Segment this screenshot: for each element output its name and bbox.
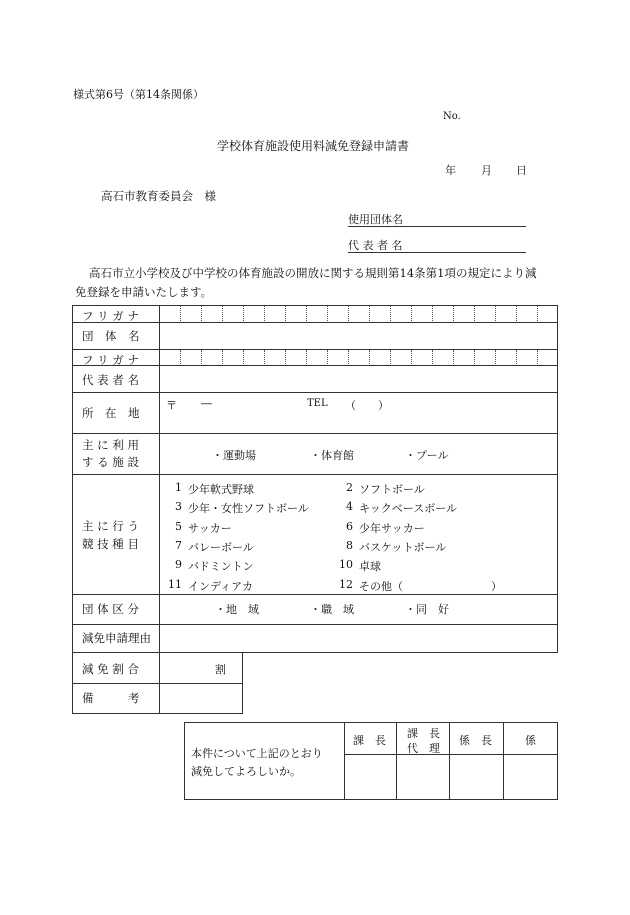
group-name-field[interactable]	[160, 323, 557, 349]
furigana-guide-mark	[285, 306, 286, 321]
facility-option-gym[interactable]: ・体育館	[310, 449, 354, 462]
furigana-guide-mark	[243, 350, 244, 364]
approval-header-deputy-2: 代 理	[407, 742, 440, 755]
sport-option[interactable]: その他（ ）	[359, 579, 502, 593]
page-title: 学校体育施設使用料減免登録申請書	[217, 139, 410, 153]
sports-label-2: 競 技 種 目	[82, 537, 139, 551]
furigana-guide-mark	[348, 306, 349, 321]
group-type-region[interactable]: ・地 域	[215, 603, 259, 616]
rate-unit: 割	[215, 663, 226, 676]
furigana-guide-mark	[495, 306, 496, 321]
row-line	[72, 349, 558, 350]
furigana-guide-mark	[327, 350, 328, 364]
addressee: 高石市教育委員会 様	[101, 189, 216, 203]
furigana-guide-mark	[201, 350, 202, 364]
rep-name-row-label: 代 表 者 名	[82, 373, 139, 387]
furigana-guide-mark	[369, 306, 370, 321]
stamp-cell-deputy[interactable]	[397, 755, 448, 799]
facility-label-2: す る 施 設	[82, 455, 139, 469]
sport-number: 7	[175, 538, 182, 552]
tel-paren: （ ）	[345, 399, 389, 412]
facility-label-1: 主 に 利 用	[82, 438, 139, 452]
sport-number: 1	[175, 481, 182, 494]
date-year: 年	[445, 164, 456, 177]
row-line	[72, 713, 243, 714]
sport-number: 8	[346, 538, 353, 552]
address-field[interactable]	[160, 393, 557, 433]
stamp-cell-chief[interactable]	[345, 755, 395, 799]
sport-option[interactable]: 少年サッカー	[359, 521, 425, 535]
sport-number: 5	[175, 519, 182, 533]
approval-header-staff: 係	[525, 734, 536, 747]
postal-dash: ―	[201, 397, 212, 410]
rep-name-field[interactable]	[160, 366, 557, 392]
date-day: 日	[516, 164, 527, 177]
date-month: 月	[481, 164, 492, 177]
sport-number: 6	[346, 519, 353, 533]
sport-option[interactable]: サッカー	[188, 521, 232, 535]
address-row-label: 所 在 地	[82, 406, 140, 420]
furigana-guide-mark	[285, 350, 286, 364]
furigana-guide-mark	[348, 350, 349, 364]
sport-number: 12	[339, 577, 353, 591]
group-type-hobby[interactable]: ・同 好	[405, 603, 449, 616]
furigana-guide-mark	[390, 350, 391, 364]
sport-option[interactable]: 少年・女性ソフトボール	[188, 502, 309, 516]
group-name-row-label: 団 体 名	[82, 329, 140, 343]
furigana-guide-mark	[474, 350, 475, 364]
furigana-guide-mark	[411, 350, 412, 364]
furigana-guide-mark	[516, 350, 517, 364]
sport-option[interactable]: ソフトボール	[359, 483, 425, 496]
furigana-guide-mark	[537, 306, 538, 321]
furigana-guide-mark	[453, 306, 454, 321]
postal-mark: 〒	[166, 399, 177, 412]
approval-note-2: 減免してよろしいか。	[191, 765, 301, 778]
stamp-cell-staff[interactable]	[504, 755, 557, 799]
row-line	[242, 653, 243, 714]
group-name-line[interactable]	[348, 226, 526, 227]
sport-option[interactable]: インディアカ	[188, 579, 254, 593]
body-text-line-2: 免登録を申請いたします。	[75, 285, 213, 299]
furigana-guide-mark	[180, 306, 181, 321]
representative-label: 代 表 者 名	[348, 239, 403, 252]
furigana-guide-mark	[390, 306, 391, 321]
sport-option[interactable]: バスケットボール	[359, 540, 447, 554]
furigana-guide-mark	[306, 350, 307, 364]
sport-number: 2	[346, 481, 353, 494]
sport-number: 4	[346, 500, 353, 514]
approval-note-1: 本件について上記のとおり	[191, 747, 323, 760]
furigana-guide-mark	[432, 350, 433, 364]
furigana-guide-mark	[222, 350, 223, 364]
furigana-guide-mark	[222, 306, 223, 321]
sport-option[interactable]: バドミントン	[188, 560, 254, 574]
furigana-label-1: フ リ ガ ナ	[82, 309, 139, 323]
facility-option-ground[interactable]: ・運動場	[212, 449, 256, 462]
furigana-guide-mark	[495, 350, 496, 364]
furigana-guide-mark	[411, 306, 412, 321]
stamp-cell-section-chief[interactable]	[450, 755, 502, 799]
furigana-guide-mark	[201, 306, 202, 321]
approval-header-deputy-1: 課 長	[407, 727, 440, 740]
sport-number: 11	[168, 577, 182, 591]
row-line	[72, 433, 558, 434]
sport-option[interactable]: キックベースボール	[359, 502, 458, 516]
sport-number: 9	[175, 558, 182, 572]
furigana-guide-mark	[537, 350, 538, 364]
reason-label: 減免申請理由	[82, 631, 151, 645]
group-type-label: 団 体 区 分	[82, 602, 139, 616]
approval-header-section-chief: 係 長	[459, 734, 492, 747]
form-id: 様式第6号（第14条関係）	[73, 88, 204, 101]
furigana-guide-mark	[516, 306, 517, 321]
sport-option[interactable]: バレーボール	[188, 540, 254, 554]
furigana-guide-mark	[264, 350, 265, 364]
sports-label-1: 主 に 行 う	[82, 519, 139, 533]
group-name-label: 使用団体名	[348, 213, 403, 226]
representative-line[interactable]	[348, 252, 526, 253]
facility-option-pool[interactable]: ・プール	[405, 449, 449, 462]
furigana-guide-mark	[243, 306, 244, 321]
furigana-guide-mark	[180, 350, 181, 364]
sport-number: 10	[339, 558, 353, 572]
furigana-guide-mark	[306, 306, 307, 321]
sport-number: 3	[175, 500, 182, 514]
tel-label: TEL	[307, 398, 328, 409]
furigana-label-2: フ リ ガ ナ	[82, 353, 139, 367]
rate-label: 減 免 割 合	[82, 662, 139, 676]
row-line	[72, 594, 558, 595]
number-label: No.	[443, 111, 461, 122]
rate-field[interactable]	[160, 654, 210, 682]
furigana-guide-mark	[327, 306, 328, 321]
row-line	[72, 474, 558, 475]
furigana-guide-mark	[264, 306, 265, 321]
remarks-field[interactable]	[160, 684, 242, 712]
furigana-guide-mark	[369, 350, 370, 364]
reason-field[interactable]	[160, 625, 557, 652]
furigana-guide-mark	[453, 350, 454, 364]
furigana-guide-mark	[432, 306, 433, 321]
sport-option[interactable]: 少年軟式野球	[188, 483, 254, 496]
sport-option[interactable]: 卓球	[359, 560, 381, 574]
body-text-line-1: 高石市立小学校及び中学校の体育施設の開放に関する規則第14条第1項の規定により減	[89, 266, 537, 280]
remarks-label: 備 考	[82, 691, 140, 705]
row-line	[72, 653, 73, 714]
furigana-guide-mark	[474, 306, 475, 321]
group-type-work[interactable]: ・職 域	[310, 603, 354, 616]
approval-header-chief: 課 長	[353, 734, 386, 747]
